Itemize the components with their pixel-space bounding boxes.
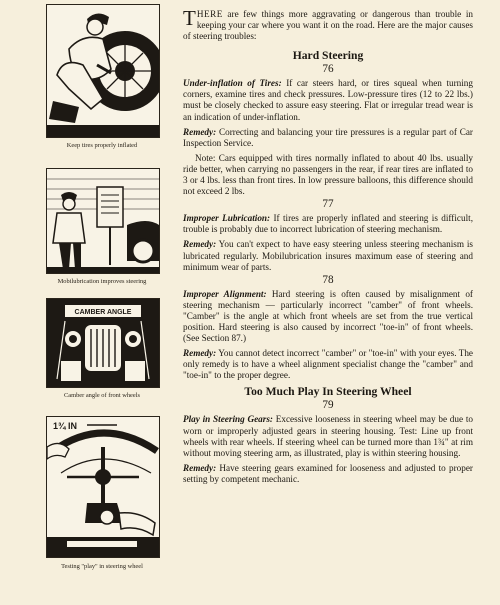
section-lead: Improper Lubrication: [183,213,271,224]
section-text: If car steers hard, or tires squeal when turning corners, examine tires and check pressures. Low-pressure tires (12 to 22 lbs.) must be closely checked to assure easy steering. Flat or irregular tread wear is an indication of under-inflation. [183,78,473,122]
figure-caption: Keep tires properly inflated [66,142,138,149]
remedy-lead: Remedy: [183,239,217,250]
remedy-lead: Remedy: [183,126,217,137]
intro-paragraph [183,6,473,42]
section-78-remedy [183,348,473,381]
section-76-remedy [183,127,473,149]
heading-hard-steering: Hard Steering [292,49,364,63]
tire-illustration [46,4,160,138]
measure-label: 1¾ IN [53,421,78,431]
section-79-remedy [183,463,473,485]
figure-caption: Camber angle of front wheels [64,392,140,399]
tire-drawing [47,5,159,137]
section-79-body [183,414,473,458]
section-lead: Improper Alignment: [183,288,267,299]
section-lead: Play in Steering Gears: [183,414,273,425]
camber-drawing [47,299,159,387]
figure-caption: Mobilubrication improves steering [57,278,147,285]
section-76-body [183,78,473,122]
heading-play: Too Much Play In Steering Wheel [244,385,412,399]
station-drawing [47,169,159,273]
drop-cap: T [183,6,196,30]
remedy-text: Correcting and balancing your tire pressures is a regular part of Car Inspection Service. [183,126,473,148]
intro-text: are few things more aggravating or dangerous than trouble in keeping your car where you want it on the road. Here are the major causes of steering troubles: [183,9,473,42]
text-column [183,6,473,485]
section-number: 77 [322,198,334,211]
section-77-remedy [183,239,473,272]
section-text: Hard steering is often caused by misalignment of steering mechanism — particularly incorrect "camber" of front wheels. "Camber" is the angle at which front wheels are set from the true vertical position. Hard steering is also caused by incorrect "toe-in" of front wheels. (See Section 87.) [183,288,473,344]
section-78-body [183,289,473,344]
section-77-body [183,213,473,235]
remedy-text: You cannot detect incorrect "camber" or "toe-in" with your eyes. The only remedy is to have a wheel alignment specialist change the "camber" and "toe-in" to the proper degree. [183,348,473,381]
station-illustration [46,168,160,274]
section-number: 78 [322,273,334,286]
section-number: 79 [322,399,334,412]
remedy-lead: Remedy: [183,462,217,473]
section-text: If tires are properly inflated and steering is difficult, trouble is probably due to incorrect lubrication of steering mechanism. [183,213,473,235]
remedy-lead: Remedy: [183,348,217,359]
camber-plate-text: CAMBER ANGLE [74,309,132,316]
intro-caps: HERE [196,9,223,19]
section-number: 76 [322,63,334,76]
section-76-note: Note: Cars equipped with tires normally inflated to about 40 lbs. usually ride better, when carrying no passengers in the rear, if rear tires are inflated to 3 or 4 lbs. less than front tires. In low pressure balloons, this difference should not exceed 2 lbs. [183,152,473,197]
steering-wheel-drawing [47,417,159,557]
remedy-text: Have steering gears examined for looseness and adjusted to proper setting by competent mechanic. [183,462,473,484]
remedy-text: You can't expect to have easy steering unless steering mechanism is lubricated regularly. Mobilubrication insures maximum ease of steering and minimum wear of parts. [183,239,473,272]
section-lead: Under-inflation of Tires: [183,78,282,89]
section-text: Excessive looseness in steering wheel may be due to worn or improperly adjusted gears in steering housing. Test: Line up front wheels with rear wheels. If steering wheel can be turned more than 1¾" at rim without moving steering arm, as illustrated, play is within steering housing. [183,414,473,458]
figure-caption: Testing "play" in steering wheel [61,563,143,570]
camber-illustration [46,298,160,388]
steering-wheel-illustration [46,416,160,558]
